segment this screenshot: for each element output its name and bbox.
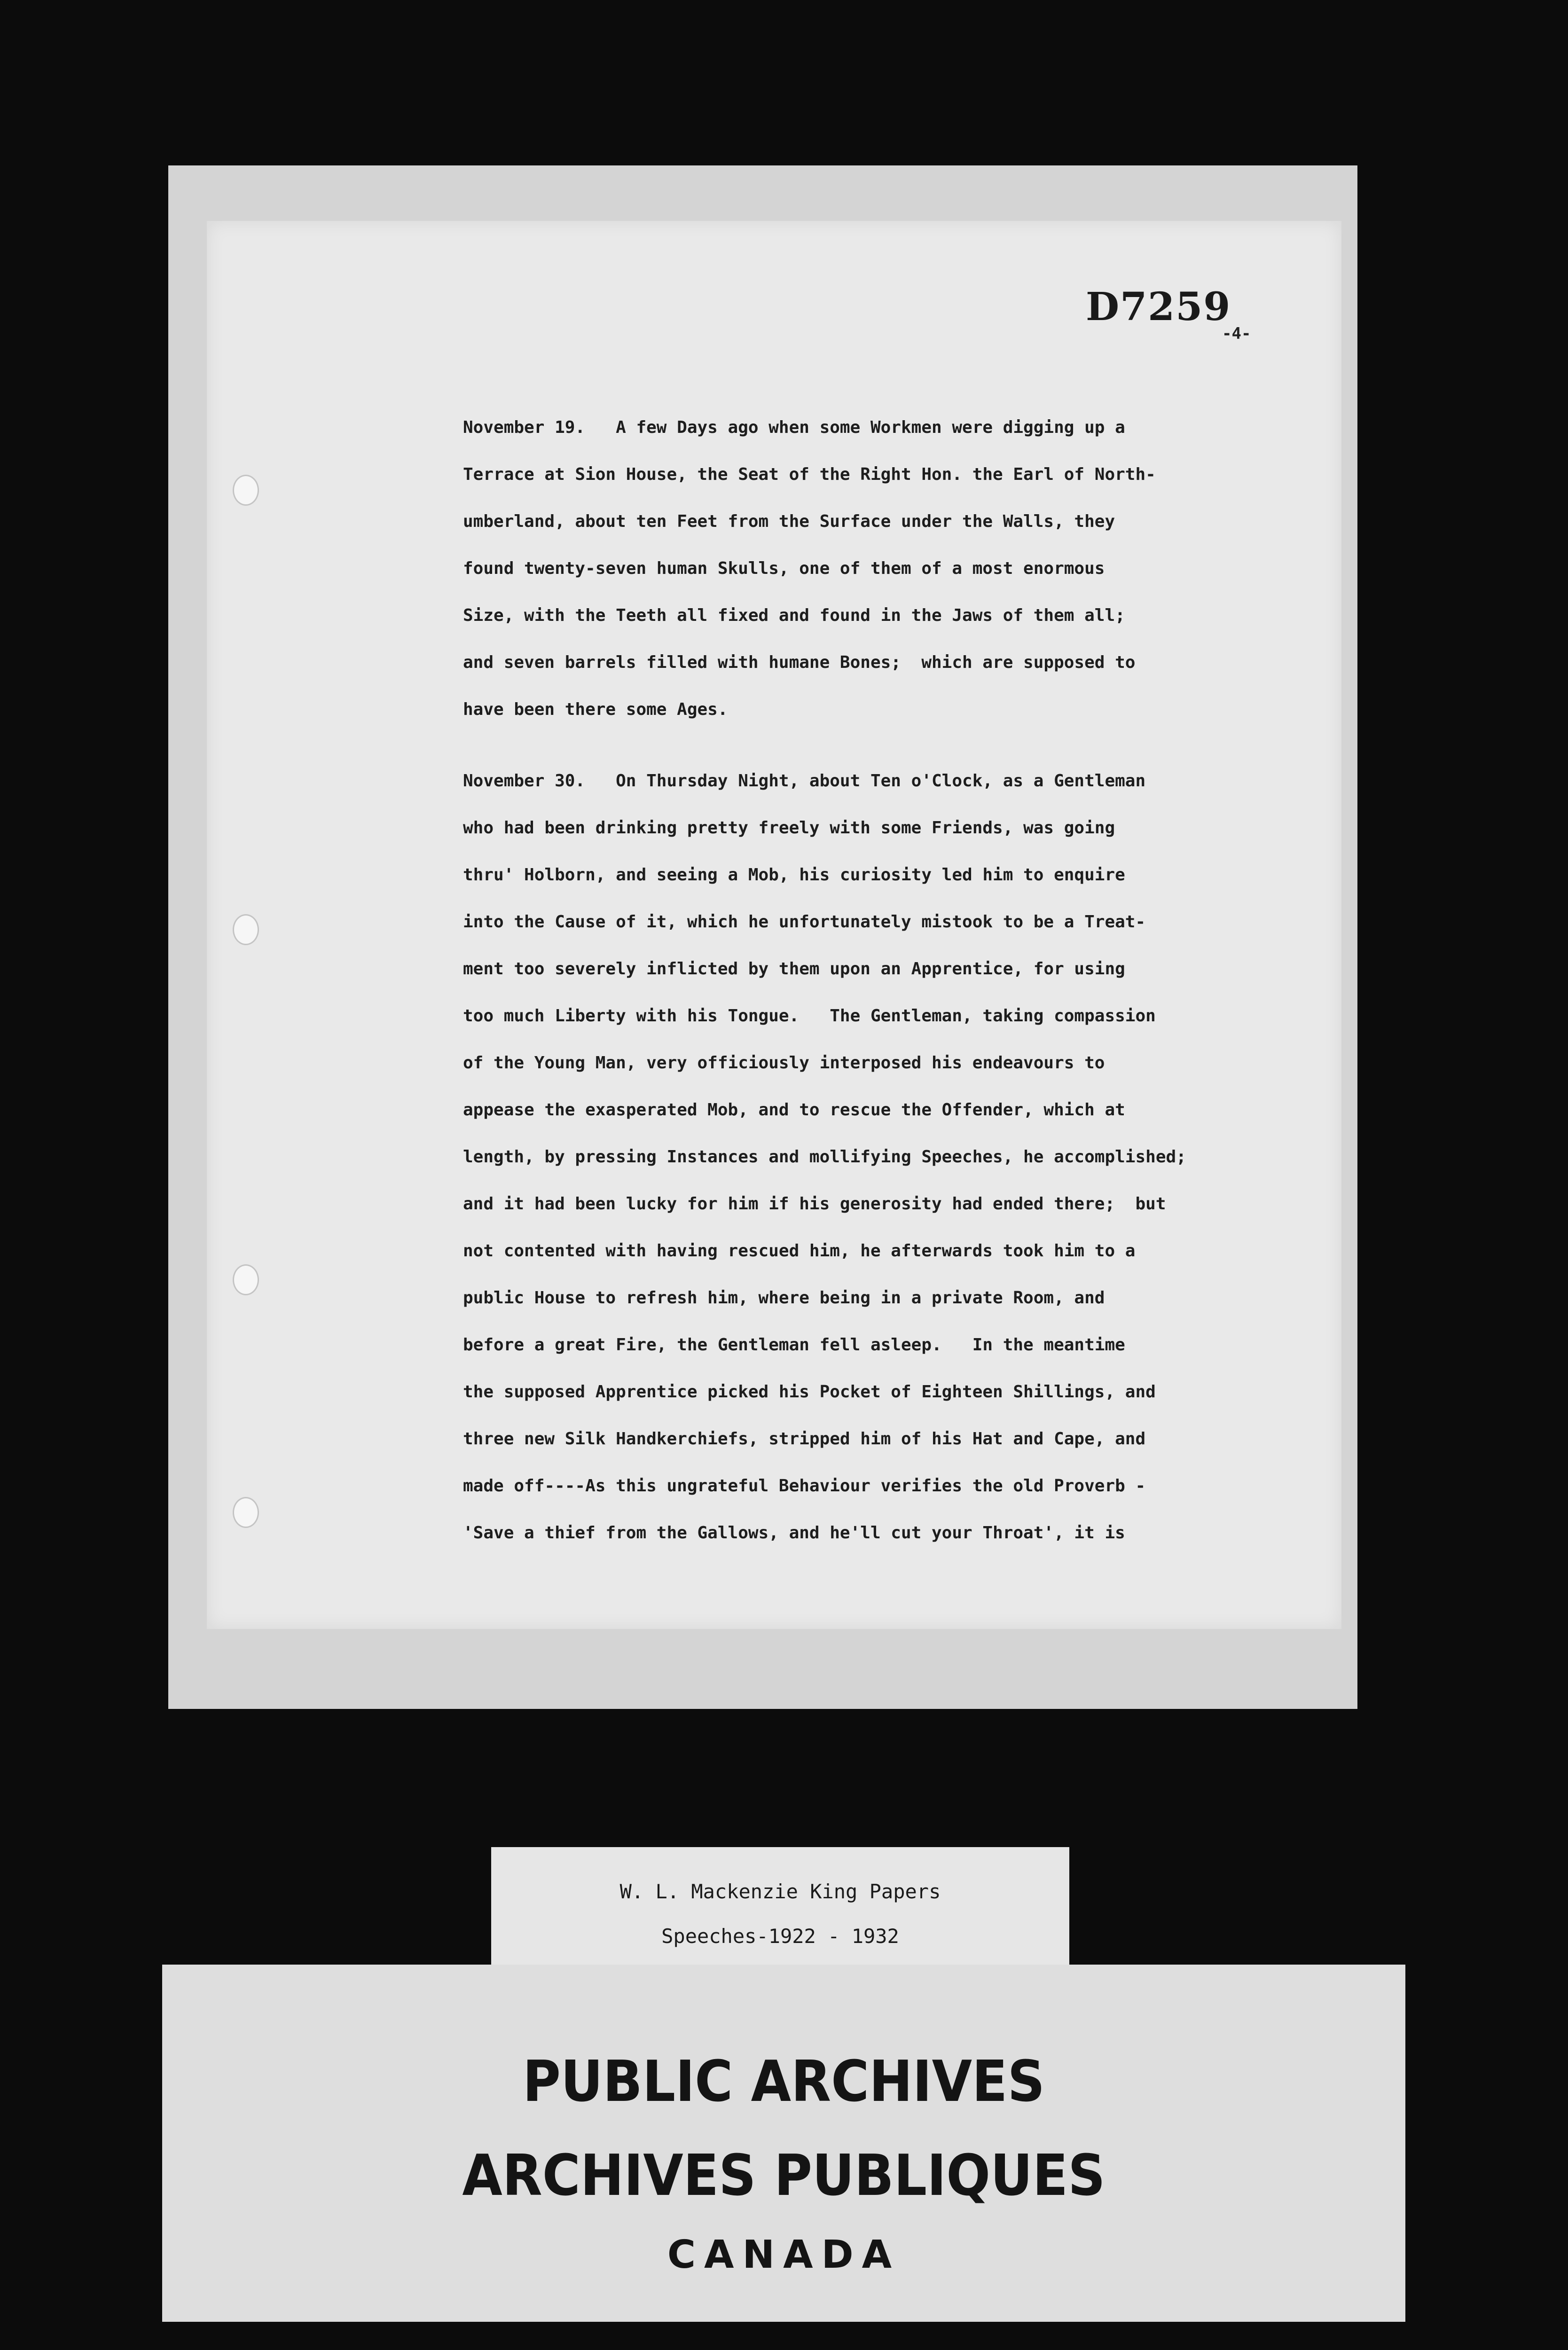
text-line: umberland, about ten Feet from the Surface under the Walls, they	[463, 512, 1115, 531]
archives-english: PUBLIC ARCHIVES	[523, 2049, 1045, 2115]
text-line: of the Young Man, very officiously interposed his endeavours to	[463, 1053, 1105, 1073]
text-line: before a great Fire, the Gentleman fell asleep. In the meantime	[463, 1335, 1125, 1355]
punch-hole	[233, 1264, 259, 1295]
text-line: into the Cause of it, which he unfortunately mistook to be a Treat-	[463, 912, 1146, 932]
document-number: D7259	[1086, 284, 1231, 329]
text-line: made off----As this ungrateful Behaviour verifies the old Proverb -	[463, 1476, 1146, 1496]
archives-stamp	[162, 1965, 1405, 2322]
paragraph-november-30	[463, 758, 1286, 1557]
text-line: and it had been lucky for him if his generosity had ended there; but	[463, 1194, 1166, 1214]
text-line: November 30. On Thursday Night, about Ten o'Clock, as a Gentleman	[463, 771, 1146, 791]
collection-label	[491, 1847, 1069, 1974]
text-line: the supposed Apprentice picked his Pocket of Eighteen Shillings, and	[463, 1382, 1156, 1402]
punch-hole	[233, 1497, 259, 1528]
collection-title: W. L. Mackenzie King Papers	[619, 1880, 941, 1903]
text-line: have been there some Ages.	[463, 700, 728, 719]
text-line: three new Silk Handkerchiefs, stripped him of his Hat and Cape, and	[463, 1429, 1146, 1449]
text-line: and seven barrels filled with humane Bones; which are supposed to	[463, 653, 1136, 672]
text-line: public House to refresh him, where being in a private Room, and	[463, 1288, 1105, 1308]
text-line: Terrace at Sion House, the Seat of the Right Hon. the Earl of North-	[463, 465, 1156, 484]
text-line: appease the exasperated Mob, and to rescue the Offender, which at	[463, 1100, 1125, 1120]
page-number: -4-	[1222, 324, 1251, 343]
archives-french: ARCHIVES PUBLIQUES	[462, 2143, 1105, 2209]
text-line: who had been drinking pretty freely with some Friends, was going	[463, 818, 1115, 838]
text-line: thru' Holborn, and seeing a Mob, his curiosity led him to enquire	[463, 865, 1125, 885]
text-line: ment too severely inflicted by them upon an Apprentice, for using	[463, 959, 1125, 979]
text-line: too much Liberty with his Tongue. The Gentleman, taking compassion	[463, 1006, 1156, 1026]
punch-hole	[233, 914, 259, 945]
text-line: not contented with having rescued him, he afterwards took him to a	[463, 1241, 1136, 1261]
collection-series: Speeches-1922 - 1932	[661, 1925, 899, 1948]
punch-hole	[233, 475, 259, 506]
text-line: November 19. A few Days ago when some Workmen were digging up a	[463, 418, 1125, 437]
archives-country: CANADA	[667, 2232, 901, 2277]
text-line: Size, with the Teeth all fixed and found in the Jaws of them all;	[463, 606, 1125, 625]
paragraph-november-19	[463, 404, 1286, 733]
text-line: found twenty-seven human Skulls, one of them of a most enormous	[463, 559, 1105, 578]
text-line: length, by pressing Instances and mollifying Speeches, he accomplished;	[463, 1147, 1186, 1167]
text-line: 'Save a thief from the Gallows, and he'll cut your Throat', it is	[463, 1523, 1125, 1543]
